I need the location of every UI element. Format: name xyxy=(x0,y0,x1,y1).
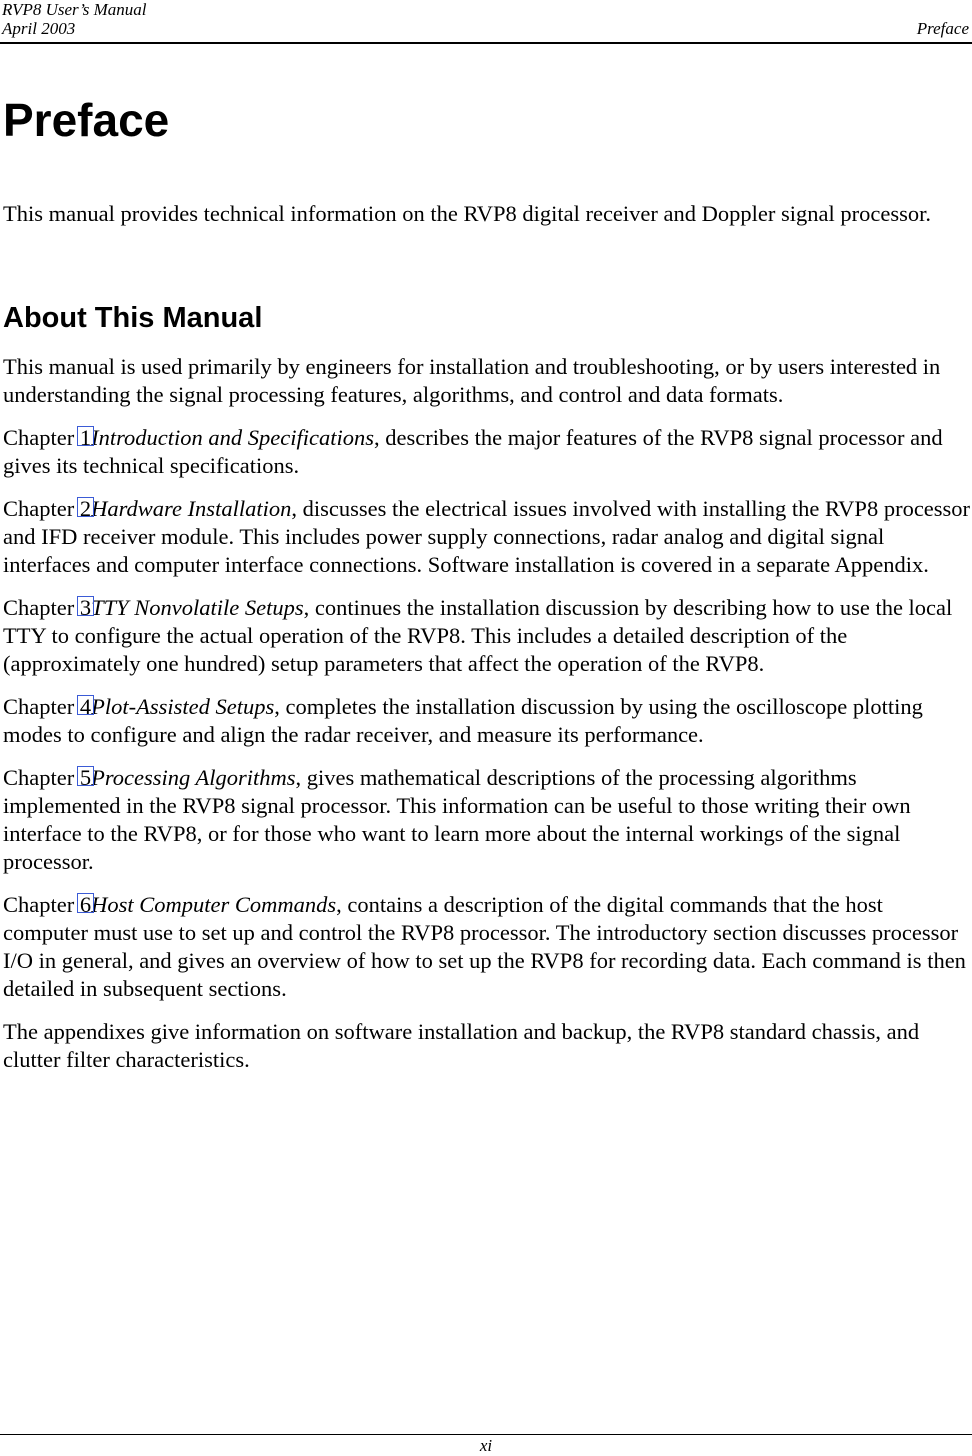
page-number: xi xyxy=(479,1436,493,1455)
section-body xyxy=(3,353,972,1089)
chapter-6-link[interactable]: 6 xyxy=(79,892,92,917)
chapter-3-link[interactable]: 3 xyxy=(79,595,92,620)
header-rule xyxy=(0,42,972,44)
chapter-5-link[interactable]: 5 xyxy=(79,765,92,790)
running-header-left xyxy=(2,0,147,38)
chapter-3-paragraph: Chapter 3TTY Nonvolatile Setups, continues the installation discussion by describing how to use the local TTY to configure the actual operation of the RVP8. This includes a detailed description of the (approximately one hundred) setup parameters that affect the operation of the RVP8. xyxy=(3,595,953,676)
lead-paragraph: This manual is used primarily by engineers for installation and troubleshooting, or by users interested in understanding the signal processing features, algorithms, and control and data formats. xyxy=(3,354,941,407)
page-title: Preface xyxy=(3,94,170,146)
section-heading: About This Manual xyxy=(3,302,263,334)
footer-rule xyxy=(0,1434,972,1435)
chapter-1-paragraph: Chapter 1Introduction and Specifications, describes the major features of the RVP8 signal processor and gives its technical specifications. xyxy=(3,425,943,478)
chapter-5-title: Processing Algorithms xyxy=(91,765,296,790)
closing-paragraph: The appendixes give information on software installation and backup, the RVP8 standard chassis, and clutter filter characteristics. xyxy=(3,1019,920,1072)
manual-name: RVP8 User’s Manual xyxy=(2,0,147,19)
chapter-1-title: Introduction and Specifications xyxy=(91,425,374,450)
running-header-section: Preface xyxy=(916,19,969,38)
chapter-6-title: Host Computer Commands xyxy=(91,892,337,917)
chapter-6-paragraph: Chapter 6Host Computer Commands, contains a description of the digital commands that the host computer must use to set up and control the RVP8 processor. The introductory section discusses processor I/O in general, and gives an overview of how to set up the RVP8 for recording data. Each command is then detailed in subsequent sections. xyxy=(3,892,966,1001)
chapter-4-paragraph: Chapter 4Plot‐Assisted Setups, completes the installation discussion by using the oscilloscope plotting modes to configure and align the radar receiver, and measure its performance. xyxy=(3,694,923,747)
intro-paragraph: This manual provides technical information on the RVP8 digital receiver and Doppler signal processor. xyxy=(3,201,931,226)
chapter-1-link[interactable]: 1 xyxy=(79,425,92,450)
chapter-3-title: TTY Nonvolatile Setups xyxy=(91,595,304,620)
chapter-4-title: Plot‐Assisted Setups xyxy=(91,694,275,719)
chapter-2-link[interactable]: 2 xyxy=(79,496,92,521)
chapter-2-title: Hardware Installation xyxy=(91,496,292,521)
chapter-2-paragraph: Chapter 2Hardware Installation, discusses the electrical issues involved with installing the RVP8 processor and IFD receiver module. This includes power supply connections, radar analog and digital signal interfaces and computer interface connections. Software installation is covered in a separate Appendix. xyxy=(3,496,971,577)
manual-date: April 2003 xyxy=(2,19,76,38)
chapter-5-paragraph: Chapter 5Processing Algorithms, gives mathematical descriptions of the processing algorithms implemented in the RVP8 signal processor. This information can be useful to those writing their own interface to the RVP8, or for those who want to learn more about the internal workings of the signal processor. xyxy=(3,765,911,874)
chapter-4-link[interactable]: 4 xyxy=(79,694,92,719)
